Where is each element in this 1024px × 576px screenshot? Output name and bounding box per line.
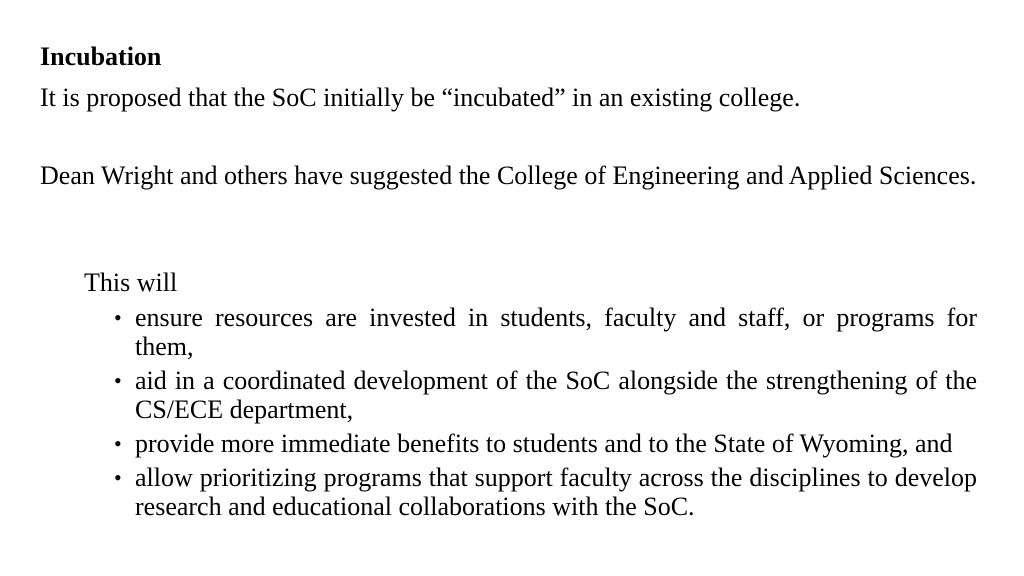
list-item-text: provide more immediate benefits to students and to the State of Wyoming, and [135, 429, 953, 458]
list-item [112, 429, 977, 458]
benefits-list [112, 303, 977, 526]
section-heading: Incubation [40, 42, 162, 71]
proposal-paragraph: It is proposed that the SoC initially be “incubated” in an existing college. [40, 83, 801, 112]
list-item-text: ensure resources are invested in students, faculty and staff, or programs for them, [135, 303, 977, 361]
bullet-intro: This will [84, 268, 178, 297]
bullet-icon: • [114, 305, 122, 330]
list-item-text: allow prioritizing programs that support faculty across the disciplines to develop research and educational collaborations with the SoC. [135, 463, 977, 521]
bullet-icon: • [114, 368, 122, 393]
list-item-text: aid in a coordinated development of the SoC alongside the strengthening of the CS/ECE department, [135, 366, 977, 424]
list-item [112, 463, 977, 521]
list-item [112, 303, 977, 361]
bullet-icon: • [114, 465, 122, 490]
bullet-icon: • [114, 431, 122, 456]
list-item [112, 366, 977, 424]
suggestion-paragraph: Dean Wright and others have suggested the College of Engineering and Applied Sciences. [40, 161, 977, 190]
